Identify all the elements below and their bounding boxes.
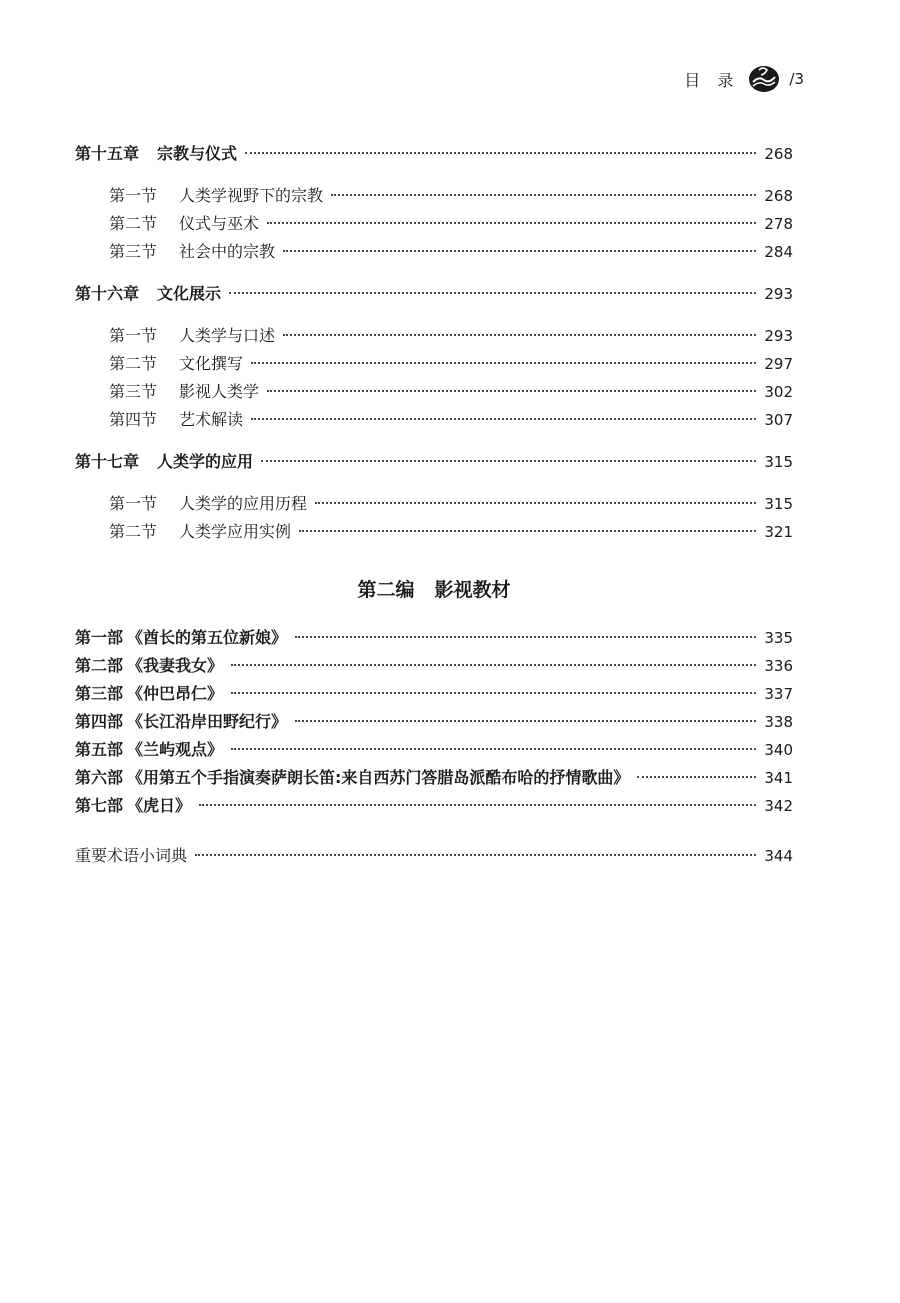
page-number: 284 — [764, 243, 793, 261]
leader-dots — [267, 221, 756, 224]
chapter-number: 第十六章 — [75, 284, 140, 303]
leader-dots — [267, 389, 756, 392]
leader-dots — [295, 635, 756, 638]
leader-dots — [229, 291, 756, 294]
leader-dots — [315, 501, 756, 504]
section-title: 人类学的应用历程 — [179, 494, 308, 513]
page-number: 336 — [764, 657, 793, 675]
work-number: 第四部 — [75, 712, 124, 731]
page-number: 293 — [764, 327, 793, 345]
page-number: 315 — [764, 453, 793, 471]
toc-chapter-17[interactable] — [75, 448, 793, 476]
work-title: 《用第五个手指演奏萨朗长笛:来自西苏门答腊岛派酷布哈的抒情歌曲》 — [127, 768, 630, 787]
chapter-title: 宗教与仪式 — [157, 144, 238, 163]
section-title: 影视人类学 — [179, 382, 260, 401]
page-number: 302 — [764, 383, 793, 401]
page-number: 338 — [764, 713, 793, 731]
leader-dots — [261, 459, 756, 462]
section-number: 第三节 — [109, 382, 158, 401]
page-number: 307 — [764, 411, 793, 429]
page-number: 341 — [764, 769, 793, 787]
work-title: 《长江沿岸田野纪行》 — [127, 712, 288, 731]
page-number: 340 — [764, 741, 793, 759]
toc-section-16-3[interactable] — [75, 378, 793, 406]
section-number: 第二节 — [109, 214, 158, 233]
section-title: 社会中的宗教 — [179, 242, 276, 261]
page-number: 344 — [764, 847, 793, 865]
leader-dots — [231, 663, 756, 666]
work-title: 《虎日》 — [127, 796, 192, 815]
header-page-number: /3 — [789, 70, 804, 88]
work-number: 第三部 — [75, 684, 124, 703]
toc-chapter-16[interactable] — [75, 280, 793, 308]
page-number: 337 — [764, 685, 793, 703]
section-title: 艺术解读 — [179, 410, 244, 429]
toc-work-5[interactable] — [75, 736, 793, 764]
work-title: 《仲巴昂仁》 — [127, 684, 224, 703]
glossary-title: 重要术语小词典 — [75, 846, 188, 865]
table-of-contents — [75, 140, 793, 870]
chapter-title: 文化展示 — [157, 284, 222, 303]
page-number: 293 — [764, 285, 793, 303]
toc-glossary[interactable] — [75, 842, 793, 870]
toc-work-3[interactable] — [75, 680, 793, 708]
running-header — [684, 64, 804, 94]
leader-dots — [637, 775, 756, 778]
section-title: 人类学应用实例 — [179, 522, 292, 541]
section-title: 人类学视野下的宗教 — [179, 186, 324, 205]
page-number: 297 — [764, 355, 793, 373]
chapter-number: 第十七章 — [75, 452, 140, 471]
work-number: 第二部 — [75, 656, 124, 675]
header-title: 目 录 — [684, 70, 740, 90]
page-number: 268 — [764, 145, 793, 163]
toc-work-2[interactable] — [75, 652, 793, 680]
section-title: 人类学与口述 — [179, 326, 276, 345]
leader-dots — [199, 803, 756, 806]
section-title: 文化撰写 — [179, 354, 244, 373]
leader-dots — [283, 249, 756, 252]
chapter-title: 人类学的应用 — [157, 452, 254, 471]
part-title: 影视教材 — [434, 579, 511, 601]
toc-chapter-15[interactable] — [75, 140, 793, 168]
toc-section-15-3[interactable] — [75, 238, 793, 266]
page-number: 335 — [764, 629, 793, 647]
section-number: 第一节 — [109, 186, 158, 205]
toc-work-1[interactable] — [75, 624, 793, 652]
work-title: 《兰屿观点》 — [127, 740, 224, 759]
section-number: 第一节 — [109, 494, 158, 513]
toc-work-4[interactable] — [75, 708, 793, 736]
section-number: 第一节 — [109, 326, 158, 345]
leader-dots — [231, 747, 756, 750]
work-title: 《我妻我女》 — [127, 656, 224, 675]
leader-dots — [231, 691, 756, 694]
section-number: 第二节 — [109, 522, 158, 541]
leader-dots — [299, 529, 756, 532]
toc-work-6[interactable] — [75, 764, 793, 792]
toc-section-17-2[interactable] — [75, 518, 793, 546]
section-number: 第三节 — [109, 242, 158, 261]
leader-dots — [251, 417, 756, 420]
section-number: 第四节 — [109, 410, 158, 429]
page-number: 342 — [764, 797, 793, 815]
page-number: 268 — [764, 187, 793, 205]
work-number: 第一部 — [75, 628, 124, 647]
toc-section-17-1[interactable] — [75, 490, 793, 518]
section-title: 仪式与巫术 — [179, 214, 260, 233]
toc-section-15-2[interactable] — [75, 210, 793, 238]
work-number: 第五部 — [75, 740, 124, 759]
toc-work-7[interactable] — [75, 792, 793, 820]
work-title: 《酋长的第五位新娘》 — [127, 628, 288, 647]
page-number: 278 — [764, 215, 793, 233]
work-number: 第六部 — [75, 768, 124, 787]
leader-dots — [245, 151, 756, 154]
leader-dots — [283, 333, 756, 336]
page-number: 321 — [764, 523, 793, 541]
toc-section-16-1[interactable] — [75, 322, 793, 350]
publisher-logo-icon — [747, 64, 781, 94]
leader-dots — [331, 193, 756, 196]
work-number: 第七部 — [75, 796, 124, 815]
leader-dots — [251, 361, 756, 364]
toc-section-15-1[interactable] — [75, 182, 793, 210]
section-number: 第二节 — [109, 354, 158, 373]
part-number: 第二编 — [357, 579, 415, 601]
leader-dots — [295, 719, 756, 722]
toc-section-16-4[interactable] — [75, 406, 793, 434]
part-heading — [75, 576, 793, 604]
leader-dots — [195, 853, 756, 856]
chapter-number: 第十五章 — [75, 144, 140, 163]
page-number: 315 — [764, 495, 793, 513]
toc-section-16-2[interactable] — [75, 350, 793, 378]
